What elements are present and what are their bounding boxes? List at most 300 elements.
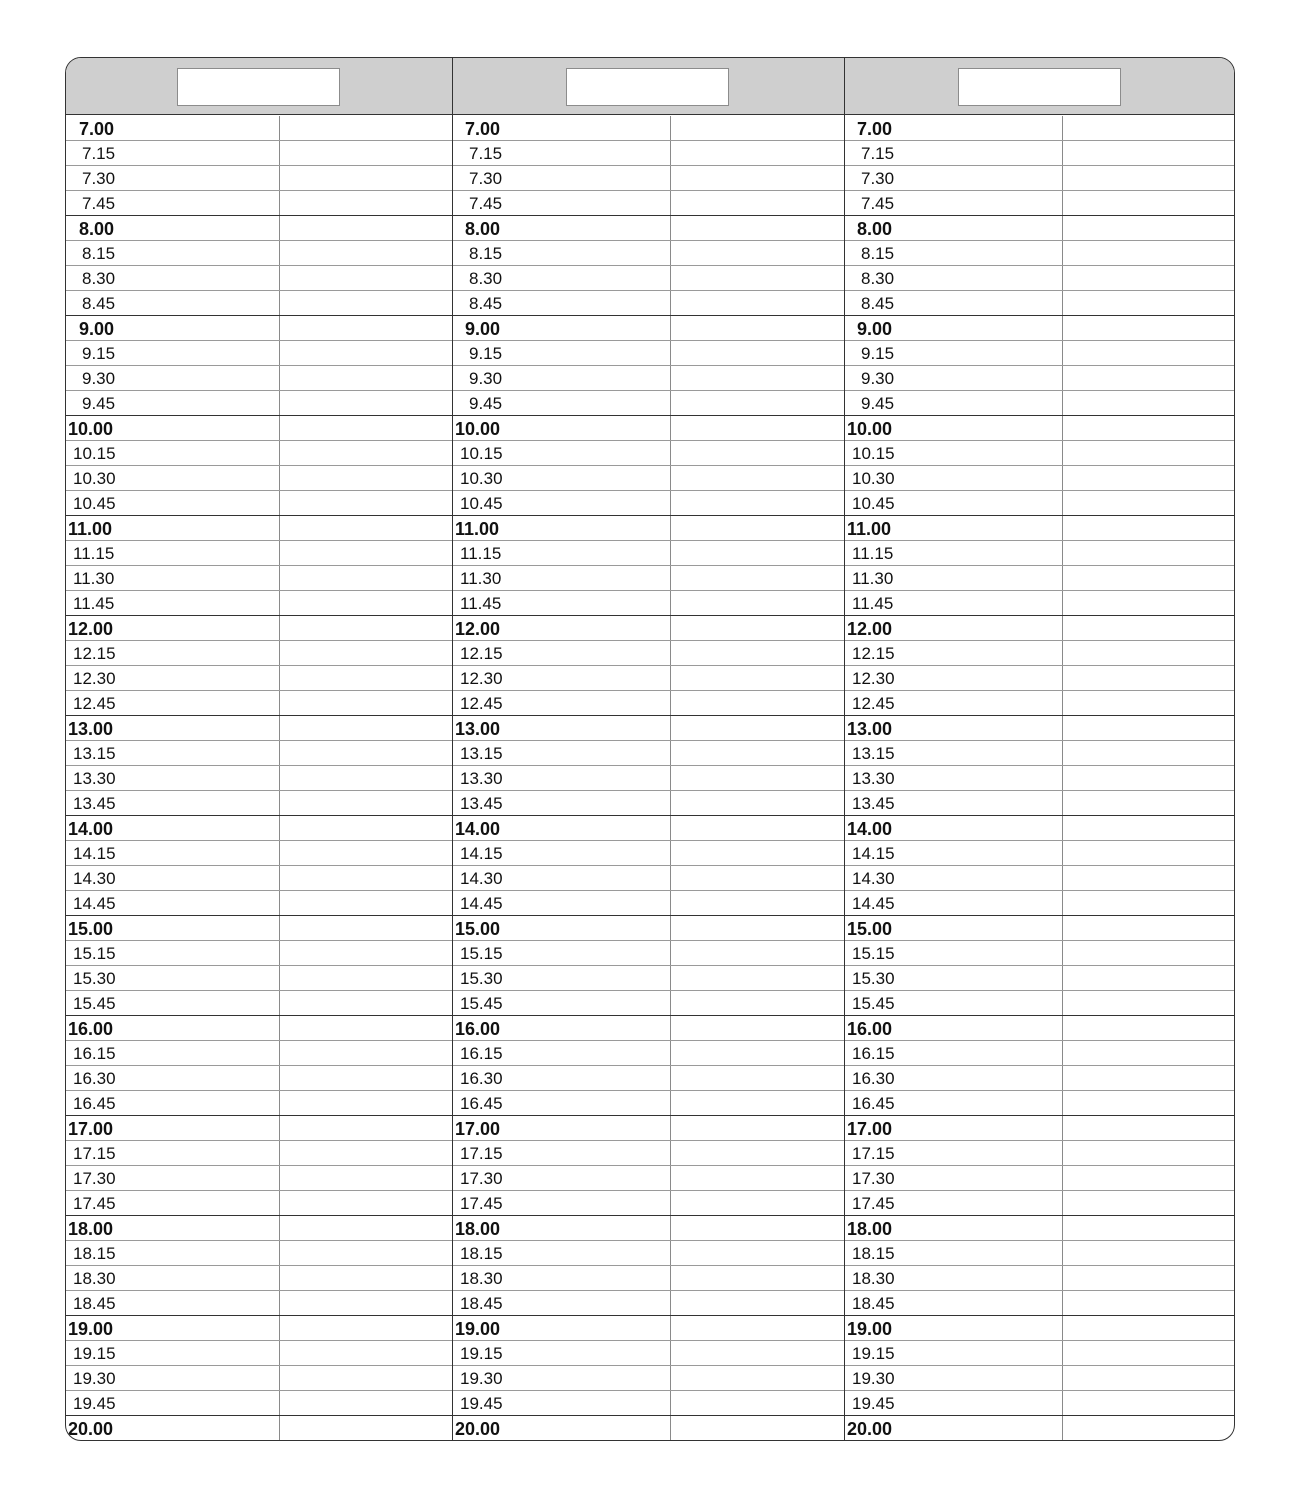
time-slot-row[interactable] <box>453 1241 844 1266</box>
quarter-hour-label: 14.30 <box>460 869 503 888</box>
time-slot-row[interactable] <box>66 1141 452 1166</box>
cell-divider <box>670 1341 671 1365</box>
time-slot-row[interactable] <box>66 666 452 691</box>
time-slot-row[interactable] <box>453 541 844 566</box>
time-slot-row[interactable] <box>453 641 844 666</box>
time-slot-row[interactable] <box>66 716 452 741</box>
quarter-hour-label: 12.15 <box>73 644 116 663</box>
quarter-hour-label: 17.30 <box>852 1169 895 1188</box>
time-slot-row[interactable] <box>845 866 1235 891</box>
time-slot-row[interactable] <box>453 466 844 491</box>
quarter-hour-label: 15.30 <box>73 969 116 988</box>
time-slot-row[interactable] <box>453 791 844 816</box>
cell-divider <box>1062 416 1063 440</box>
quarter-hour-label: 9.15 <box>469 344 503 363</box>
hour-label: 19.00 <box>68 1319 114 1339</box>
quarter-hour-label: 15.45 <box>73 994 116 1013</box>
time-slot-row[interactable] <box>845 316 1235 341</box>
hour-label: 12.00 <box>68 619 114 639</box>
cell-divider <box>1062 1216 1063 1240</box>
time-slot-row[interactable] <box>66 191 452 216</box>
time-slot-row[interactable] <box>66 991 452 1016</box>
quarter-hour-label: 17.45 <box>73 1194 116 1213</box>
time-slot-row[interactable] <box>453 966 844 991</box>
time-slot-row[interactable] <box>66 416 452 441</box>
cell-divider <box>279 416 280 440</box>
quarter-hour-label: 19.30 <box>460 1369 503 1388</box>
cell-divider <box>670 1241 671 1265</box>
quarter-hour-label: 7.45 <box>82 194 116 213</box>
time-slot-row[interactable] <box>453 591 844 616</box>
cell-divider <box>670 1291 671 1315</box>
hour-label: 16.00 <box>847 1019 893 1039</box>
cell-divider <box>279 1116 280 1140</box>
time-slot-row[interactable] <box>66 791 452 816</box>
time-slot-row[interactable] <box>845 541 1235 566</box>
time-slot-row[interactable] <box>453 616 844 641</box>
cell-divider <box>1062 1366 1063 1390</box>
quarter-hour-label: 10.15 <box>73 444 116 463</box>
time-slot-row[interactable] <box>66 641 452 666</box>
time-slot-row[interactable] <box>453 566 844 591</box>
time-slot-row[interactable] <box>453 1391 844 1416</box>
time-slot-row[interactable] <box>66 491 452 516</box>
time-slot-row[interactable] <box>845 166 1235 191</box>
quarter-hour-label: 14.45 <box>73 894 116 913</box>
cell-divider <box>1062 1316 1063 1340</box>
quarter-hour-label: 9.30 <box>82 369 116 388</box>
hour-label: 9.00 <box>465 319 501 339</box>
hour-label: 12.00 <box>847 619 893 639</box>
time-slot-row[interactable] <box>845 991 1235 1016</box>
time-slot-row[interactable] <box>845 266 1235 291</box>
time-slot-row[interactable] <box>845 891 1235 916</box>
hour-label: 15.00 <box>68 919 114 939</box>
cell-divider <box>670 516 671 540</box>
cell-divider <box>279 816 280 840</box>
cell-divider <box>670 416 671 440</box>
time-slot-row[interactable] <box>845 366 1235 391</box>
time-slot-row[interactable] <box>66 116 452 141</box>
time-slot-row[interactable] <box>66 466 452 491</box>
time-slot-row[interactable] <box>66 1216 452 1241</box>
time-slot-row[interactable] <box>66 1316 452 1341</box>
cell-divider <box>1062 591 1063 615</box>
time-slot-row[interactable] <box>66 241 452 266</box>
time-slot-row[interactable] <box>845 1241 1235 1266</box>
time-slot-row[interactable] <box>453 216 844 241</box>
column-title-field[interactable] <box>177 68 340 106</box>
time-slot-row[interactable] <box>66 316 452 341</box>
time-slot-row[interactable] <box>66 616 452 641</box>
cell-divider <box>1062 766 1063 790</box>
time-slot-row[interactable] <box>66 1091 452 1116</box>
cell-divider <box>670 1141 671 1165</box>
quarter-hour-label: 15.15 <box>73 944 116 963</box>
quarter-hour-label: 13.30 <box>460 769 503 788</box>
cell-divider <box>1062 716 1063 740</box>
quarter-hour-label: 9.45 <box>82 394 116 413</box>
time-slot-row[interactable] <box>845 1041 1235 1066</box>
hour-label: 14.00 <box>847 819 893 839</box>
time-slot-row[interactable] <box>845 1066 1235 1091</box>
quarter-hour-label: 12.15 <box>460 644 503 663</box>
time-slot-row[interactable] <box>66 216 452 241</box>
quarter-hour-label: 7.45 <box>861 194 895 213</box>
quarter-hour-label: 10.30 <box>460 469 503 488</box>
time-slot-row[interactable] <box>453 866 844 891</box>
time-slot-row[interactable] <box>845 1091 1235 1116</box>
time-slot-row[interactable] <box>453 291 844 316</box>
time-slot-row[interactable] <box>66 766 452 791</box>
column-header <box>453 58 844 115</box>
time-slot-row[interactable] <box>66 691 452 716</box>
time-slot-row[interactable] <box>453 116 844 141</box>
cell-divider <box>1062 341 1063 365</box>
cell-divider <box>1062 1041 1063 1065</box>
quarter-hour-label: 18.30 <box>852 1269 895 1288</box>
time-slot-row[interactable] <box>845 1291 1235 1316</box>
quarter-hour-label: 15.45 <box>852 994 895 1013</box>
time-slot-row[interactable] <box>66 341 452 366</box>
cell-divider <box>670 991 671 1015</box>
time-slot-row[interactable] <box>845 1391 1235 1416</box>
time-slot-row[interactable] <box>453 891 844 916</box>
quarter-hour-label: 16.15 <box>852 1044 895 1063</box>
time-slot-row[interactable] <box>453 1166 844 1191</box>
time-slot-row[interactable] <box>66 1416 452 1441</box>
time-slot-row[interactable] <box>453 1066 844 1091</box>
cell-divider <box>279 841 280 865</box>
time-slot-row[interactable] <box>453 1091 844 1116</box>
cell-divider <box>279 766 280 790</box>
time-slot-row[interactable] <box>845 591 1235 616</box>
quarter-hour-label: 18.15 <box>460 1244 503 1263</box>
quarter-hour-label: 16.45 <box>460 1094 503 1113</box>
time-slot-row[interactable] <box>845 941 1235 966</box>
time-slot-row[interactable] <box>845 416 1235 441</box>
cell-divider <box>670 541 671 565</box>
time-slot-row[interactable] <box>845 1416 1235 1441</box>
quarter-hour-label: 16.45 <box>73 1094 116 1113</box>
time-slot-row[interactable] <box>845 191 1235 216</box>
time-slot-row[interactable] <box>453 441 844 466</box>
time-slot-row[interactable] <box>66 141 452 166</box>
time-slot-row[interactable] <box>66 166 452 191</box>
hour-label: 10.00 <box>847 419 893 439</box>
time-slot-row[interactable] <box>453 941 844 966</box>
cell-divider <box>670 366 671 390</box>
time-slot-row[interactable] <box>845 141 1235 166</box>
time-slot-row[interactable] <box>453 341 844 366</box>
time-slot-row[interactable] <box>66 1241 452 1266</box>
cell-divider <box>670 616 671 640</box>
time-slot-row[interactable] <box>845 641 1235 666</box>
cell-divider <box>670 191 671 215</box>
quarter-hour-label: 13.45 <box>852 794 895 813</box>
cell-divider <box>279 716 280 740</box>
time-slot-row[interactable] <box>845 741 1235 766</box>
time-slot-row[interactable] <box>453 366 844 391</box>
time-slot-row[interactable] <box>845 666 1235 691</box>
time-slot-row[interactable] <box>453 141 844 166</box>
time-slot-row[interactable] <box>845 391 1235 416</box>
cell-divider <box>279 141 280 165</box>
hour-label: 19.00 <box>455 1319 501 1339</box>
quarter-hour-label: 8.30 <box>469 269 503 288</box>
time-slot-row[interactable] <box>453 416 844 441</box>
cell-divider <box>670 341 671 365</box>
time-slot-row[interactable] <box>453 316 844 341</box>
time-slot-row[interactable] <box>66 1191 452 1216</box>
time-slot-row[interactable] <box>453 1016 844 1041</box>
quarter-hour-label: 14.45 <box>852 894 895 913</box>
cell-divider <box>279 541 280 565</box>
time-slot-row[interactable] <box>66 441 452 466</box>
cell-divider <box>1062 141 1063 165</box>
time-slot-row[interactable] <box>66 891 452 916</box>
quarter-hour-label: 11.15 <box>852 544 894 563</box>
time-slot-row[interactable] <box>453 666 844 691</box>
cell-divider <box>279 116 280 140</box>
time-slot-row[interactable] <box>845 966 1235 991</box>
time-slot-row[interactable] <box>453 1266 844 1291</box>
time-slot-row[interactable] <box>845 916 1235 941</box>
quarter-hour-label: 10.30 <box>73 469 116 488</box>
time-slot-row[interactable] <box>66 1291 452 1316</box>
time-slot-row[interactable] <box>845 1266 1235 1291</box>
cell-divider <box>1062 966 1063 990</box>
cell-divider <box>279 991 280 1015</box>
time-slot-row[interactable] <box>66 1016 452 1041</box>
cell-divider <box>670 941 671 965</box>
time-slot-row[interactable] <box>845 341 1235 366</box>
cell-divider <box>670 1366 671 1390</box>
quarter-hour-label: 11.30 <box>460 569 502 588</box>
cell-divider <box>1062 891 1063 915</box>
time-slot-row[interactable] <box>66 291 452 316</box>
time-slot-row[interactable] <box>845 1341 1235 1366</box>
cell-divider <box>279 166 280 190</box>
quarter-hour-label: 8.30 <box>861 269 895 288</box>
time-slot-row[interactable] <box>453 1416 844 1441</box>
time-slot-row[interactable] <box>845 1116 1235 1141</box>
time-slot-row[interactable] <box>453 1116 844 1141</box>
cell-divider <box>1062 1416 1063 1441</box>
cell-divider <box>279 516 280 540</box>
time-slot-row[interactable] <box>66 841 452 866</box>
time-slot-row[interactable] <box>845 616 1235 641</box>
quarter-hour-label: 11.15 <box>460 544 502 563</box>
cell-divider <box>279 1316 280 1340</box>
cell-divider <box>279 1191 280 1215</box>
hour-label: 14.00 <box>455 819 501 839</box>
cell-divider <box>670 1041 671 1065</box>
time-slot-row[interactable] <box>845 716 1235 741</box>
time-slot-row[interactable] <box>66 541 452 566</box>
time-slot-row[interactable] <box>453 1316 844 1341</box>
time-slot-row[interactable] <box>845 491 1235 516</box>
cell-divider <box>1062 1266 1063 1290</box>
quarter-hour-label: 18.30 <box>460 1269 503 1288</box>
cell-divider <box>279 1041 280 1065</box>
time-slot-row[interactable] <box>845 816 1235 841</box>
time-slot-row[interactable] <box>845 1191 1235 1216</box>
schedule-column-2 <box>452 58 844 1440</box>
cell-divider <box>670 1391 671 1415</box>
cell-divider <box>670 666 671 690</box>
time-slot-row[interactable] <box>453 741 844 766</box>
quarter-hour-label: 13.30 <box>73 769 116 788</box>
time-slot-row[interactable] <box>845 566 1235 591</box>
cell-divider <box>670 116 671 140</box>
cell-divider <box>279 291 280 315</box>
time-slot-row[interactable] <box>845 516 1235 541</box>
time-slot-row[interactable] <box>66 1391 452 1416</box>
time-slot-row[interactable] <box>66 916 452 941</box>
cell-divider <box>279 1241 280 1265</box>
quarter-hour-label: 15.30 <box>852 969 895 988</box>
time-slot-row[interactable] <box>453 1041 844 1066</box>
time-slot-row[interactable] <box>453 1366 844 1391</box>
quarter-hour-label: 8.15 <box>469 244 503 263</box>
hour-label: 8.00 <box>857 219 893 239</box>
time-slot-row[interactable] <box>453 816 844 841</box>
time-slot-row[interactable] <box>453 841 844 866</box>
time-slot-row[interactable] <box>66 816 452 841</box>
time-slot-row[interactable] <box>66 391 452 416</box>
time-slot-row[interactable] <box>66 1116 452 1141</box>
cell-divider <box>1062 741 1063 765</box>
cell-divider <box>670 441 671 465</box>
cell-divider <box>1062 191 1063 215</box>
time-slot-row[interactable] <box>453 191 844 216</box>
cell-divider <box>670 291 671 315</box>
time-slot-row[interactable] <box>453 241 844 266</box>
time-slot-row[interactable] <box>453 1291 844 1316</box>
cell-divider <box>1062 1091 1063 1115</box>
time-slot-row[interactable] <box>845 1216 1235 1241</box>
time-slot-row[interactable] <box>66 591 452 616</box>
time-slot-row[interactable] <box>845 216 1235 241</box>
time-slot-row[interactable] <box>66 266 452 291</box>
quarter-hour-label: 9.45 <box>861 394 895 413</box>
quarter-hour-label: 16.15 <box>460 1044 503 1063</box>
time-slot-row[interactable] <box>453 516 844 541</box>
hour-label: 11.00 <box>68 519 113 539</box>
quarter-hour-label: 18.45 <box>852 1294 895 1313</box>
time-slot-row[interactable] <box>66 1366 452 1391</box>
time-rows <box>845 116 1235 1441</box>
cell-divider <box>670 841 671 865</box>
time-slot-row[interactable] <box>66 566 452 591</box>
time-slot-row[interactable] <box>845 1166 1235 1191</box>
quarter-hour-label: 17.15 <box>73 1144 116 1163</box>
quarter-hour-label: 12.30 <box>852 669 895 688</box>
quarter-hour-label: 19.15 <box>73 1344 116 1363</box>
time-slot-row[interactable] <box>453 266 844 291</box>
time-slot-row[interactable] <box>66 516 452 541</box>
time-slot-row[interactable] <box>66 741 452 766</box>
time-slot-row[interactable] <box>453 916 844 941</box>
time-slot-row[interactable] <box>845 291 1235 316</box>
time-slot-row[interactable] <box>453 391 844 416</box>
time-slot-row[interactable] <box>453 1141 844 1166</box>
time-slot-row[interactable] <box>66 866 452 891</box>
time-slot-row[interactable] <box>66 366 452 391</box>
time-slot-row[interactable] <box>845 116 1235 141</box>
time-slot-row[interactable] <box>845 691 1235 716</box>
time-rows <box>453 116 844 1441</box>
cell-divider <box>670 141 671 165</box>
hour-label: 10.00 <box>455 419 501 439</box>
hour-label: 17.00 <box>68 1119 114 1139</box>
time-slot-row[interactable] <box>453 691 844 716</box>
time-slot-row[interactable] <box>66 1341 452 1366</box>
time-slot-row[interactable] <box>845 841 1235 866</box>
quarter-hour-label: 16.45 <box>852 1094 895 1113</box>
cell-divider <box>1062 1241 1063 1265</box>
time-slot-row[interactable] <box>66 1066 452 1091</box>
time-slot-row[interactable] <box>845 1141 1235 1166</box>
quarter-hour-label: 9.30 <box>861 369 895 388</box>
time-slot-row[interactable] <box>453 766 844 791</box>
time-slot-row[interactable] <box>66 1166 452 1191</box>
time-slot-row[interactable] <box>66 1041 452 1066</box>
quarter-hour-label: 11.45 <box>460 594 502 613</box>
time-slot-row[interactable] <box>845 1316 1235 1341</box>
time-slot-row[interactable] <box>66 941 452 966</box>
column-title-field[interactable] <box>566 68 729 106</box>
time-slot-row[interactable] <box>845 466 1235 491</box>
quarter-hour-label: 9.15 <box>861 344 895 363</box>
time-slot-row[interactable] <box>453 716 844 741</box>
quarter-hour-label: 11.30 <box>852 569 894 588</box>
time-slot-row[interactable] <box>453 1341 844 1366</box>
quarter-hour-label: 19.15 <box>460 1344 503 1363</box>
hour-label: 11.00 <box>455 519 500 539</box>
quarter-hour-label: 8.45 <box>469 294 503 313</box>
cell-divider <box>1062 666 1063 690</box>
time-slot-row[interactable] <box>845 791 1235 816</box>
cell-divider <box>1062 466 1063 490</box>
quarter-hour-label: 15.45 <box>460 994 503 1013</box>
time-slot-row[interactable] <box>453 991 844 1016</box>
time-slot-row[interactable] <box>845 441 1235 466</box>
quarter-hour-label: 11.45 <box>73 594 115 613</box>
time-slot-row[interactable] <box>453 1216 844 1241</box>
column-title-field[interactable] <box>958 68 1121 106</box>
time-slot-row[interactable] <box>845 1016 1235 1041</box>
cell-divider <box>279 1216 280 1240</box>
quarter-hour-label: 13.45 <box>460 794 503 813</box>
cell-divider <box>1062 291 1063 315</box>
hour-label: 14.00 <box>68 819 114 839</box>
quarter-hour-label: 12.45 <box>73 694 116 713</box>
time-slot-row[interactable] <box>66 1266 452 1291</box>
quarter-hour-label: 14.30 <box>852 869 895 888</box>
time-slot-row[interactable] <box>453 166 844 191</box>
quarter-hour-label: 15.15 <box>460 944 503 963</box>
time-slot-row[interactable] <box>845 241 1235 266</box>
time-slot-row[interactable] <box>453 1191 844 1216</box>
time-slot-row[interactable] <box>845 766 1235 791</box>
cell-divider <box>279 566 280 590</box>
time-slot-row[interactable] <box>453 491 844 516</box>
quarter-hour-label: 18.30 <box>73 1269 116 1288</box>
time-slot-row[interactable] <box>66 966 452 991</box>
time-slot-row[interactable] <box>845 1366 1235 1391</box>
